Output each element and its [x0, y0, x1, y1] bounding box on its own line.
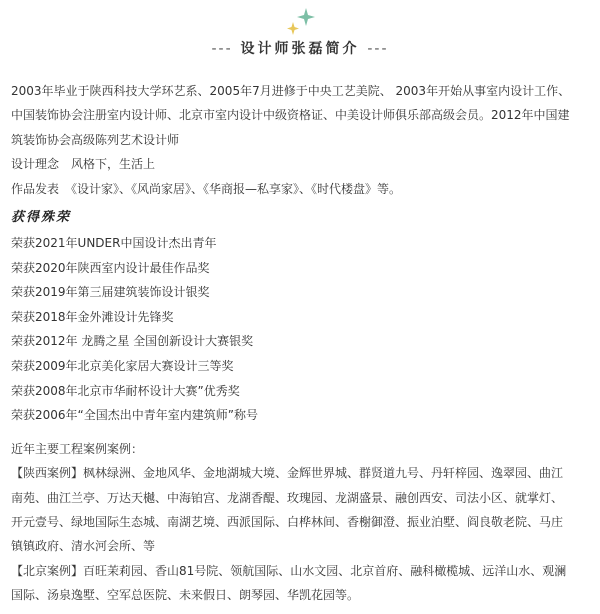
award-item: 荣获2018年金外滩设计先锋奖 [11, 309, 174, 324]
sparkle-stars-icon [282, 4, 318, 40]
beijing-projects-line: 国际、汤泉逸墅、空军总医院、未来假日、朗琴园、华凯花园等。 [11, 588, 360, 603]
bio-line: 筑装饰协会高级陈列艺术设计师 [11, 132, 180, 147]
award-item: 荣获2009年北京美化家居大赛设计三等奖 [11, 359, 234, 373]
shaanxi-projects-line: 【陕西案例】枫林绿洲、金地风华、金地湖城大境、金辉世界城、群贤道九号、丹轩梓园、逸翠园、曲江 [11, 466, 564, 481]
award-item: 荣获2008年北京市华耐杯设计大赛”优秀奖 [11, 383, 240, 398]
beijing-projects-line: 【北京案例】百旺茉莉园、香山81号院、领航国际、山水文园、北京首府、融科橄榄城、远洋山水、观澜 [11, 563, 567, 578]
title-dash-right: --- [367, 41, 389, 57]
title-dash-left: --- [211, 41, 233, 57]
awards-heading: 获得殊荣 [11, 210, 72, 226]
shaanxi-projects-line: 开元壹号、绿地国际生态城、南湖艺境、西派国际、白桦林间、香榭御澄、振业泊墅、阎良敬老院、马庄 [11, 515, 564, 529]
design-concept: 设计理念 风格下，生活上 [11, 157, 156, 172]
award-item: 荣获2012年 龙腾之星 全国创新设计大赛银奖 [11, 334, 254, 349]
profile-content [11, 79, 591, 608]
award-item: 荣获2020年陕西室内设计最佳作品奖 [11, 260, 210, 275]
published-works: 作品发表 《设计家》、《风尚家居》、《华商报—私享家》、《时代楼盘》等。 [11, 181, 402, 196]
page-title [0, 38, 600, 58]
shaanxi-projects-line: 镇镇政府、清水河会所、等 [11, 539, 156, 554]
title-text: 设计师张磊简介 [240, 41, 360, 57]
award-item: 荣获2021年UNDER中国设计杰出青年 [11, 236, 217, 251]
award-item: 荣获2006年“全国杰出中青年室内建筑师”称号 [11, 408, 258, 423]
projects-heading: 近年主要工程案例案例： [11, 441, 144, 456]
bio-line: 中国装饰协会注册室内设计师、北京市室内设计中级资格证、中美设计师俱乐部高级会员。2012年中国建 [11, 108, 570, 123]
bio-line: 2003年毕业于陕西科技大学环艺系、2005年7月进修于中央工艺美院、 2003年开始从事室内设计工作、 [11, 84, 571, 98]
award-item: 荣获2019年第三届建筑装饰设计银奖 [11, 285, 210, 300]
shaanxi-projects-line: 南苑、曲江兰亭、万达天樾、中海铂宫、龙湖香醍、玫瑰园、龙湖盛景、融创西安、司法小区、就掌灯、 [11, 490, 564, 505]
